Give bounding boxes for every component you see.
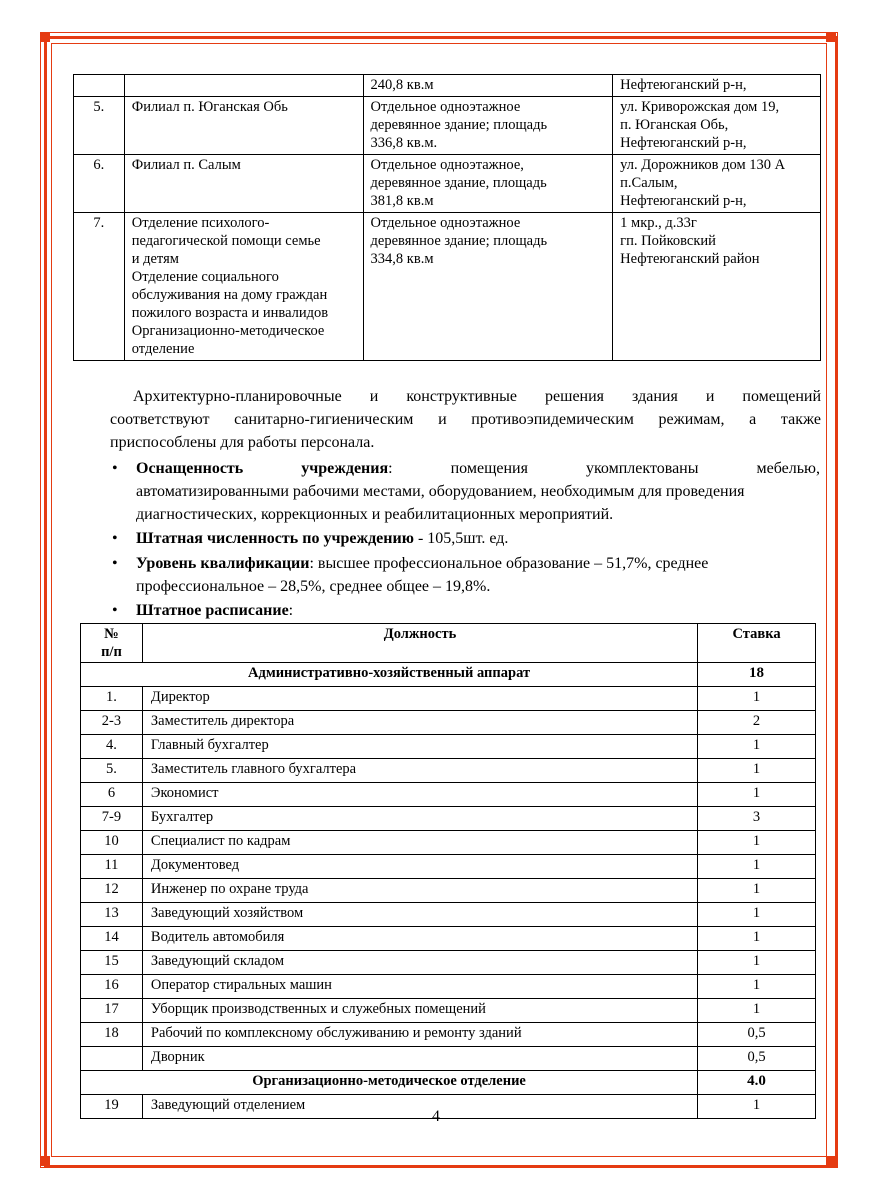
word: соответствуют [110, 411, 210, 428]
position-number: 13 [81, 903, 143, 927]
staff-count-value: - 105,5шт. ед. [413, 530, 509, 547]
word: помещения [450, 460, 528, 477]
bullet-marker [112, 552, 118, 575]
position-number: 16 [81, 975, 143, 999]
table-row [74, 213, 821, 361]
section-title: Организационно-методическое отделение [81, 1071, 698, 1095]
table-header-row [81, 624, 816, 663]
position-rate: 2 [698, 711, 816, 735]
table-row [81, 783, 816, 807]
position-name: Инженер по охране труда [142, 879, 697, 903]
table-row [81, 999, 816, 1023]
qualification-line: профессиональное – 28,5%, среднее общее – 19,8%. [136, 578, 491, 595]
staff-count-label: Штатная численность по учреждению [136, 530, 414, 547]
intro-line [111, 385, 821, 408]
table-row [81, 735, 816, 759]
table-row [81, 975, 816, 999]
position-number: 10 [81, 831, 143, 855]
word: Архитектурно-планировочные [133, 388, 342, 405]
cell-line: деревянное здание, площадь [370, 175, 547, 191]
header-position: Должность [142, 624, 697, 663]
position-name: Заместитель главного бухгалтера [142, 759, 697, 783]
bullet-marker [112, 527, 118, 550]
word: помещений [742, 388, 821, 405]
position-rate: 1 [698, 999, 816, 1023]
cell-building [363, 97, 613, 155]
bullet-marker [112, 457, 118, 480]
cell-line: 336,8 кв.м. [370, 135, 438, 151]
table-row [81, 855, 816, 879]
table-row [74, 97, 821, 155]
position-name: Бухгалтер [142, 807, 697, 831]
position-number: 6 [81, 783, 143, 807]
position-number: 15 [81, 951, 143, 975]
intro-paragraph [111, 385, 821, 454]
cell-line: Нефтеюганский р-н, [620, 193, 747, 209]
position-rate: 0,5 [698, 1023, 816, 1047]
cell-line: 381,8 кв.м [370, 193, 434, 209]
position-rate: 1 [698, 879, 816, 903]
cell-line: Отдельное одноэтажное [370, 215, 521, 231]
cell-line: пожилого возраста и инвалидов [131, 305, 329, 321]
equipment-line: диагностических, коррекционных и реабилитационных мероприятий. [136, 506, 614, 523]
word: также [780, 411, 821, 428]
bullet-marker [112, 599, 118, 622]
word: Оснащенность [136, 460, 244, 477]
position-name: Заместитель директора [142, 711, 697, 735]
position-number: 18 [81, 1023, 143, 1047]
cell-line: Нефтеюганский р-н, [620, 135, 747, 151]
position-rate: 1 [698, 1095, 816, 1119]
intro-line [110, 408, 821, 431]
bullet-equipment [136, 457, 820, 526]
bullet-qualification [136, 552, 820, 598]
buildings-table [73, 74, 821, 361]
word: и [705, 388, 715, 405]
bullet-schedule [136, 599, 820, 622]
cell-line: отделение [131, 341, 195, 357]
cell-address [613, 213, 821, 361]
row-number: 5. [74, 97, 125, 155]
table-row [81, 687, 816, 711]
cell-line: 1 мкр., д.33г [620, 215, 697, 231]
cell-name [124, 213, 363, 361]
frame-corner [826, 1156, 836, 1166]
table-row [81, 1023, 816, 1047]
position-name: Директор [142, 687, 697, 711]
position-number: 7-9 [81, 807, 143, 831]
position-number: 2-3 [81, 711, 143, 735]
position-name: Специалист по кадрам [142, 831, 697, 855]
cell-name [124, 155, 363, 213]
table-row [81, 807, 816, 831]
position-name: Уборщик производственных и служебных помещений [142, 999, 697, 1023]
table-row [81, 879, 816, 903]
cell-line: 334,8 кв.м [370, 251, 434, 267]
cell-line: и детям [131, 251, 179, 267]
position-rate: 1 [698, 735, 816, 759]
table-row [81, 951, 816, 975]
cell-line: Отделение социального [131, 269, 279, 285]
schedule-suffix: : [288, 602, 294, 619]
cell-line: деревянное здание; площадь [370, 117, 548, 133]
word: учреждения: [301, 460, 393, 477]
position-rate: 1 [698, 855, 816, 879]
cell-line: п.Салым, [620, 175, 678, 191]
equipment-line [136, 457, 820, 480]
position-name: Документовед [142, 855, 697, 879]
position-name: Рабочий по комплексному обслуживанию и ремонту зданий [142, 1023, 697, 1047]
table-row [74, 155, 821, 213]
position-rate: 1 [698, 927, 816, 951]
cell-line: п. Юганская Обь, [620, 117, 729, 133]
position-rate: 1 [698, 687, 816, 711]
position-number [81, 1047, 143, 1071]
page-number: 4 [432, 1108, 440, 1125]
word: противоэпидемическим [471, 411, 634, 428]
cell-line: педагогической помощи семье [131, 233, 321, 249]
position-number: 19 [81, 1095, 143, 1119]
equipment-line: автоматизированными рабочими местами, оборудованием, необходимым для проведения [136, 483, 745, 500]
position-number: 11 [81, 855, 143, 879]
word: режимам, [658, 411, 725, 428]
staff-schedule-table [80, 623, 816, 1119]
position-number: 1. [81, 687, 143, 711]
word: и [438, 411, 447, 428]
qualification-label: Уровень квалификации [136, 555, 310, 572]
frame-corner [826, 32, 836, 42]
cell-line: Филиал п. Салым [131, 157, 241, 173]
cell-line: Отдельное одноэтажное, [370, 157, 524, 173]
word: а [749, 411, 757, 428]
table-row [74, 75, 821, 97]
position-number: 12 [81, 879, 143, 903]
position-number: 5. [81, 759, 143, 783]
table-row [81, 831, 816, 855]
cell-line: 240,8 кв.м [370, 77, 434, 93]
header-rate: Ставка [698, 624, 816, 663]
section-total: 18 [698, 663, 816, 687]
cell-building [363, 155, 613, 213]
qualification-text: : высшее профессиональное образование – 51,7%, среднее [309, 555, 709, 572]
cell-building [363, 213, 613, 361]
cell-line: Филиал п. Юганская Обь [131, 99, 288, 115]
frame-corner [40, 32, 50, 42]
table-row [81, 1047, 816, 1071]
word: здания [632, 388, 678, 405]
table-row [81, 927, 816, 951]
section-total: 4.0 [698, 1071, 816, 1095]
position-rate: 1 [698, 951, 816, 975]
position-name: Заведующий хозяйством [142, 903, 697, 927]
position-rate: 1 [698, 975, 816, 999]
schedule-label: Штатное расписание [136, 602, 289, 619]
position-name: Главный бухгалтер [142, 735, 697, 759]
word: укомплектованы [585, 460, 699, 477]
cell-line: ул. Дорожников дом 130 А [620, 157, 786, 173]
word: мебелью, [756, 460, 820, 477]
row-number: 6. [74, 155, 125, 213]
position-name: Экономист [142, 783, 697, 807]
position-rate: 1 [698, 831, 816, 855]
cell-line: гп. Пойковский [620, 233, 716, 249]
section-row [81, 1071, 816, 1095]
cell-line: Нефтеюганский р-н, [620, 77, 747, 93]
bullet-staff-count [136, 527, 820, 550]
cell-address [613, 97, 821, 155]
position-name: Водитель автомобиля [142, 927, 697, 951]
header-num: № п/п [81, 624, 143, 663]
position-name: Заведующий отделением [142, 1095, 697, 1119]
word: решения [545, 388, 605, 405]
table-row [81, 759, 816, 783]
word: конструктивные [406, 388, 517, 405]
row-number: 7. [74, 213, 125, 361]
cell-line: Отдельное одноэтажное [370, 99, 521, 115]
position-rate: 1 [698, 903, 816, 927]
row-number [74, 75, 125, 97]
table-row [81, 711, 816, 735]
position-number: 14 [81, 927, 143, 951]
cell-line: ул. Криворожская дом 19, [620, 99, 780, 115]
word: учреждения [301, 460, 389, 477]
cell-line: Нефтеюганский район [620, 251, 760, 267]
cell-address [613, 155, 821, 213]
cell-address [613, 75, 821, 97]
section-row [81, 663, 816, 687]
position-name: Дворник [142, 1047, 697, 1071]
word: и [369, 388, 379, 405]
cell-building [363, 75, 613, 97]
cell-name [124, 75, 363, 97]
cell-line: обслуживания на дому граждан [131, 287, 328, 303]
position-name: Оператор стиральных машин [142, 975, 697, 999]
position-rate: 3 [698, 807, 816, 831]
frame-corner [40, 1156, 50, 1166]
position-rate: 0,5 [698, 1047, 816, 1071]
section-title: Административно-хозяйственный аппарат [81, 663, 698, 687]
position-number: 17 [81, 999, 143, 1023]
cell-name [124, 97, 363, 155]
position-number: 4. [81, 735, 143, 759]
position-rate: 1 [698, 759, 816, 783]
table-row [81, 903, 816, 927]
position-name: Заведующий складом [142, 951, 697, 975]
position-rate: 1 [698, 783, 816, 807]
intro-line: приспособлены для работы персонала. [110, 434, 375, 451]
word: санитарно-гигиеническим [234, 411, 414, 428]
cell-line: Отделение психолого- [131, 215, 270, 231]
cell-line: деревянное здание; площадь [370, 233, 548, 249]
cell-line: Организационно-методическое [131, 323, 325, 339]
